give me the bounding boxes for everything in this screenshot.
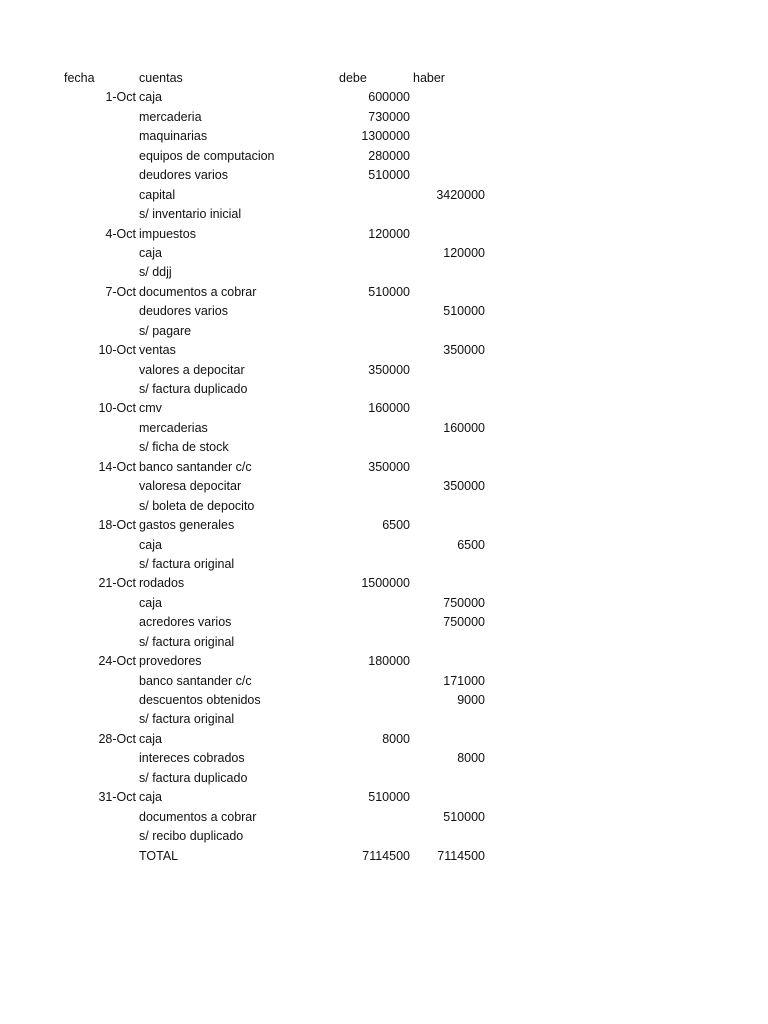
haber-cell: 510000 xyxy=(443,809,485,824)
cuenta-cell: s/ pagare xyxy=(139,323,192,338)
cuenta-cell: s/ factura duplicado xyxy=(139,770,248,785)
journal-row xyxy=(0,302,768,321)
journal-row xyxy=(0,574,768,593)
journal-row xyxy=(0,147,768,166)
debe-cell: 510000 xyxy=(368,284,410,299)
debe-cell: 350000 xyxy=(368,362,410,377)
journal-row xyxy=(0,613,768,632)
journal-row xyxy=(0,672,768,691)
journal-row xyxy=(0,555,768,574)
journal-row xyxy=(0,166,768,185)
haber-cell: 6500 xyxy=(457,537,485,552)
haber-header: haber xyxy=(413,71,445,85)
fecha-cell: 7-Oct xyxy=(105,284,136,299)
debe-cell: 1500000 xyxy=(361,576,410,591)
fecha-cell: 10-Oct xyxy=(98,401,136,416)
journal-row xyxy=(0,127,768,146)
cuenta-cell: caja xyxy=(139,595,162,610)
cuenta-cell: s/ recibo duplicado xyxy=(139,829,244,844)
cuenta-cell: impuestos xyxy=(139,226,196,241)
debe-cell: 730000 xyxy=(368,109,410,124)
debe-cell: 8000 xyxy=(382,731,410,746)
fecha-header: fecha xyxy=(64,71,95,85)
journal-row xyxy=(0,477,768,496)
cuenta-cell: provedores xyxy=(139,654,202,669)
haber-cell: 171000 xyxy=(443,673,485,688)
haber-cell: 120000 xyxy=(443,245,485,260)
journal-row xyxy=(0,769,768,788)
cuenta-cell: descuentos obtenidos xyxy=(139,693,261,707)
cuenta-cell: s/ inventario inicial xyxy=(139,207,242,222)
debe-cell: 600000 xyxy=(368,90,410,105)
cuenta-cell: s/ factura original xyxy=(139,634,235,649)
fecha-cell: 14-Oct xyxy=(98,459,136,474)
header-row xyxy=(0,69,768,88)
haber-cell: 750000 xyxy=(443,615,485,630)
journal-row xyxy=(0,536,768,555)
journal-row xyxy=(0,380,768,399)
cuenta-cell: deudores varios xyxy=(139,168,228,183)
journal-row xyxy=(0,847,768,866)
debe-cell: 280000 xyxy=(368,148,410,163)
debe-cell: 1300000 xyxy=(361,129,410,144)
cuenta-cell: acredores varios xyxy=(139,615,232,630)
cuenta-cell: TOTAL xyxy=(139,848,179,863)
journal-row xyxy=(0,186,768,205)
journal-row xyxy=(0,341,768,360)
cuenta-cell: s/ factura original xyxy=(139,556,235,571)
journal-row xyxy=(0,205,768,224)
cuenta-cell: maquinarias xyxy=(139,129,208,144)
fecha-cell: 28-Oct xyxy=(98,731,136,746)
journal-row xyxy=(0,594,768,613)
cuenta-cell: intereces cobrados xyxy=(139,751,245,766)
journal-row xyxy=(0,633,768,652)
journal-row xyxy=(0,691,768,710)
journal-row xyxy=(0,419,768,438)
fecha-cell: 21-Oct xyxy=(98,576,136,591)
journal-row xyxy=(0,438,768,457)
cuenta-cell: s/ boleta de depocito xyxy=(139,498,255,513)
debe-cell: 160000 xyxy=(368,401,410,416)
journal-row xyxy=(0,458,768,477)
cuenta-cell: banco santander c/c xyxy=(139,459,252,474)
journal-sheet xyxy=(0,69,768,866)
cuenta-cell: s/ factura original xyxy=(139,712,235,727)
journal-row xyxy=(0,516,768,535)
journal-row xyxy=(0,322,768,341)
haber-cell: 350000 xyxy=(443,343,485,358)
cuenta-cell: caja xyxy=(139,537,162,552)
journal-row xyxy=(0,827,768,846)
haber-cell: 350000 xyxy=(443,479,485,494)
journal-row xyxy=(0,244,768,263)
cuentas-header: cuentas xyxy=(139,71,183,85)
journal-row xyxy=(0,808,768,827)
cuenta-cell: capital xyxy=(139,187,176,202)
cuenta-cell: mercaderias xyxy=(139,420,208,435)
cuenta-cell: caja xyxy=(139,245,162,260)
cuenta-cell: deudores varios xyxy=(139,304,228,319)
fecha-cell: 31-Oct xyxy=(98,790,136,805)
haber-cell: 750000 xyxy=(443,595,485,610)
cuenta-cell: gastos generales xyxy=(139,518,235,533)
fecha-cell: 1-Oct xyxy=(105,90,136,105)
cuenta-cell: s/ ddjj xyxy=(139,265,172,280)
journal-row xyxy=(0,108,768,127)
cuenta-cell: documentos a cobrar xyxy=(139,284,257,299)
haber-cell: 3420000 xyxy=(436,187,485,202)
cuenta-cell: rodados xyxy=(139,576,185,591)
journal-row xyxy=(0,399,768,418)
debe-cell: 120000 xyxy=(368,226,410,241)
cuenta-cell: banco santander c/c xyxy=(139,673,252,688)
journal-row xyxy=(0,263,768,282)
journal-row xyxy=(0,88,768,107)
fecha-cell: 4-Oct xyxy=(105,226,136,241)
cuenta-cell: mercaderia xyxy=(139,109,202,124)
fecha-cell: 18-Oct xyxy=(98,518,136,533)
journal-row xyxy=(0,710,768,729)
journal-row xyxy=(0,361,768,380)
haber-cell: 160000 xyxy=(443,420,485,435)
journal-row xyxy=(0,788,768,807)
cuenta-cell: equipos de computacion xyxy=(139,148,275,163)
cuenta-cell: caja xyxy=(139,731,162,746)
fecha-cell: 10-Oct xyxy=(98,343,136,358)
haber-cell: 7114500 xyxy=(437,848,485,863)
journal-row xyxy=(0,283,768,302)
cuenta-cell: valores a depocitar xyxy=(139,362,245,377)
debe-cell: 510000 xyxy=(368,168,410,183)
cuenta-cell: cmv xyxy=(139,401,162,416)
cuenta-cell: ventas xyxy=(139,343,176,358)
cuenta-cell: caja xyxy=(139,90,162,105)
journal-row xyxy=(0,652,768,671)
journal-row xyxy=(0,497,768,516)
debe-header: debe xyxy=(339,71,367,85)
debe-cell: 180000 xyxy=(368,654,410,669)
haber-cell: 9000 xyxy=(457,693,485,707)
fecha-cell: 24-Oct xyxy=(98,654,136,669)
cuenta-cell: s/ ficha de stock xyxy=(139,440,229,455)
journal-row xyxy=(0,730,768,749)
debe-cell: 6500 xyxy=(382,518,410,533)
debe-cell: 7114500 xyxy=(362,848,410,863)
debe-cell: 510000 xyxy=(368,790,410,805)
cuenta-cell: documentos a cobrar xyxy=(139,809,257,824)
cuenta-cell: caja xyxy=(139,790,162,805)
haber-cell: 510000 xyxy=(443,304,485,319)
haber-cell: 8000 xyxy=(457,751,485,766)
journal-row xyxy=(0,225,768,244)
journal-row xyxy=(0,749,768,768)
cuenta-cell: valoresa depocitar xyxy=(139,479,242,494)
journal-rows xyxy=(0,88,768,866)
debe-cell: 350000 xyxy=(368,459,410,474)
cuenta-cell: s/ factura duplicado xyxy=(139,382,248,396)
